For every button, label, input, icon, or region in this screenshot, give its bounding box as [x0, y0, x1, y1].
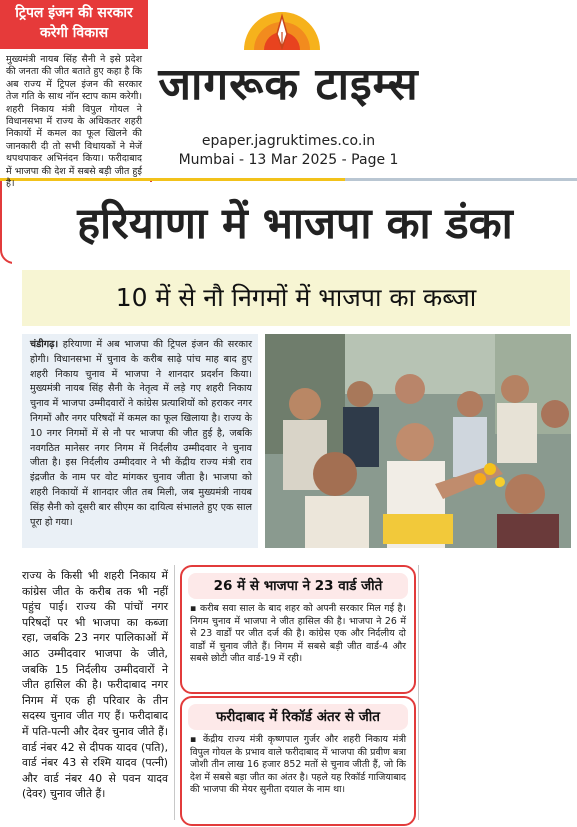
triple-engine-title: ट्रिपल इंजन की सरकार करेगी विकास — [0, 0, 148, 49]
newspaper-logo: जागरूक टाइम्स — [158, 59, 419, 110]
sun-pen-logo-icon — [240, 8, 324, 50]
wards-box — [180, 565, 416, 694]
faridabad-box — [180, 696, 416, 826]
story-column: राज्य के किसी भी शहरी निकाय में कांग्रेस जीत के करीब तक भी नहीं पहुंच पाई। राज्य की पांचों नगर परिषदों पर भी भाजपा का कब्जा रहा, जबकि 23 नगर पालिकाओं में आठ उम्मीदवार भाजपा के जीते, जबकि 15 निर्दलीय उम्मीदवारों ने जीत हासिल की है। फरीदाबाद नगर निगम में एक ही परिवार के तीन सदस्य चुनाव जीत गए हैं। फरीदाबाद में पति-पत्नी और देवर चुनाव जीते हैं। वार्ड नंबर 42 से दीपक यादव (पति), वार्ड नंबर 43 से रश्मि यादव (पत्नी) और वार्ड नंबर 40 से पवन यादव (देवर) चुनाव जीते हैं। — [22, 569, 168, 801]
triple-engine-body: मुख्यमंत्री नायब सिंह सैनी ने इसे प्रदेश की जनता की जीत बताते हुए कहा है कि अब राज्य में ट्रिपल इंजन की सरकार तेज गति के साथ नॉन स्टाप काम करेगी। शहरी निकाय मंत्री विपुल गोयल ने विधानसभा में राज्य के अधिकतर शहरी निकायों में कमल का फूल खिलने की जानकारी दी तो सभी विधायकों ने मेजें थपथपाकर अभिनंदन किया। फरीदाबाद में भाजपा की देश में सबसे बड़ी जीत हुई है। — [6, 54, 142, 190]
epaper-url[interactable]: epaper.jagruktimes.co.in — [201, 133, 376, 149]
faridabad-box-body: ▪ केंद्रीय राज्य मंत्री कृष्णपाल गुर्जर और शहरी निकाय मंत्री विपुल गोयल के प्रभाव वाले फरीदाबाद में भाजपा की प्रवीण बत्रा जोशी तीन लाख 16 हजार 852 मतों से चुनाव जीती हैं, जो कि देश में सबसे बड़ा जीत का अंतर है। पहले यह रिकॉर्ड गाजियाबाद की भाजपा की मेयर सुनीता दयाल के नाम था। — [190, 734, 406, 796]
dateline: चंडीगढ़। — [30, 339, 59, 350]
masthead-rule-grey — [345, 178, 577, 181]
faridabad-box-text: केंद्रीय राज्य मंत्री कृष्णपाल गुर्जर और शहरी निकाय मंत्री विपुल गोयल के प्रभाव वाले फरीदाबाद में भाजपा की प्रवीण बत्रा जोशी तीन लाख 16 हजार 852 मतों से चुनाव जीती हैं, जो कि देश में सबसे बड़ा जीत का अंतर है। पहले यह रिकॉर्ड गाजियाबाद की भाजपा की मेयर सुनीता दयाल के नाम था। — [190, 734, 406, 796]
wards-box-title: 26 में से भाजपा ने 23 वार्ड जीते — [188, 573, 408, 599]
wards-box-body: ▪ करीब सवा साल के बाद शहर को अपनी सरकार मिल गई है। निगम चुनाव में भाजपा ने जीत हासिल की है। भाजपा ने 26 में से 23 वार्डों पर जीत दर्ज की है। कांग्रेस एक और निर्दलीय दो वार्डों में चुनाव जीते हैं। निगम में सबसे बड़ी जीत वार्ड-4 और सबसे छोटी जीत वार्ड-19 में रही। — [190, 603, 406, 665]
faridabad-box-title: फरीदाबाद में रिकॉर्ड अंतर से जीत — [188, 704, 408, 730]
wards-box-text: करीब सवा साल के बाद शहर को अपनी सरकार मिल गई है। निगम चुनाव में भाजपा ने जीत हासिल की है। भाजपा ने 26 में से 23 वार्डों पर जीत दर्ज की है। कांग्रेस एक और निर्दलीय दो वार्डों में चुनाव जीते हैं। निगम में सबसे बड़ी जीत वार्ड-4 और सबसे छोटी जीत वार्ड-19 में रही। — [190, 603, 406, 665]
edition-line: Mumbai - 13 Mar 2025 - Page 1 — [178, 152, 399, 168]
main-headline: हरियाणा में भाजपा का डंका — [77, 199, 513, 249]
column-divider — [418, 565, 419, 820]
lead-body: हरियाणा में अब भाजपा की ट्रिपल इंजन की सरकार होगी। विधानसभा में चुनाव के करीब साढ़े पांच माह बाद हुए शहरी निकाय चुनाव में भाजपा ने शानदार प्रदर्शन किया। मुख्यमंत्री नायब सिंह सैनी के नेतृत्व में लड़े गए शहरी निकाय चुनाव में भाजपा उम्मीदवारों ने कांग्रेस प्रत्याशियों को हराकर नगर निगमों और नगर परिषदों में कमल का फूल खिलाया है। राज्य के 10 नगर निगमों में से नौ पर भाजपा की जीत हुई है, जबकि नवगठित मानेसर नगर निगम में निर्दलीय उम्मीदवार ने चुनाव जीता है। इस निर्दलीय उम्मीदवार ने भी केंद्रीय राज्य मंत्री राव इंद्रजीत के नाम पर वोट मांगकर चुनाव जीता है। भाजपा को शहरी निकायों में शानदार जीत तब मिली, जब मुख्यमंत्री नायब सिंह सैनी को दूसरी बार सीएम का दायित्व संभालते हुए एक साल पूरा हो गया। — [30, 339, 252, 528]
lead-paragraph — [30, 338, 252, 530]
subheadline: 10 में से नौ निगमों में भाजपा का कब्जा — [115, 283, 477, 312]
column-divider — [174, 565, 175, 820]
rally-photo — [265, 334, 571, 548]
